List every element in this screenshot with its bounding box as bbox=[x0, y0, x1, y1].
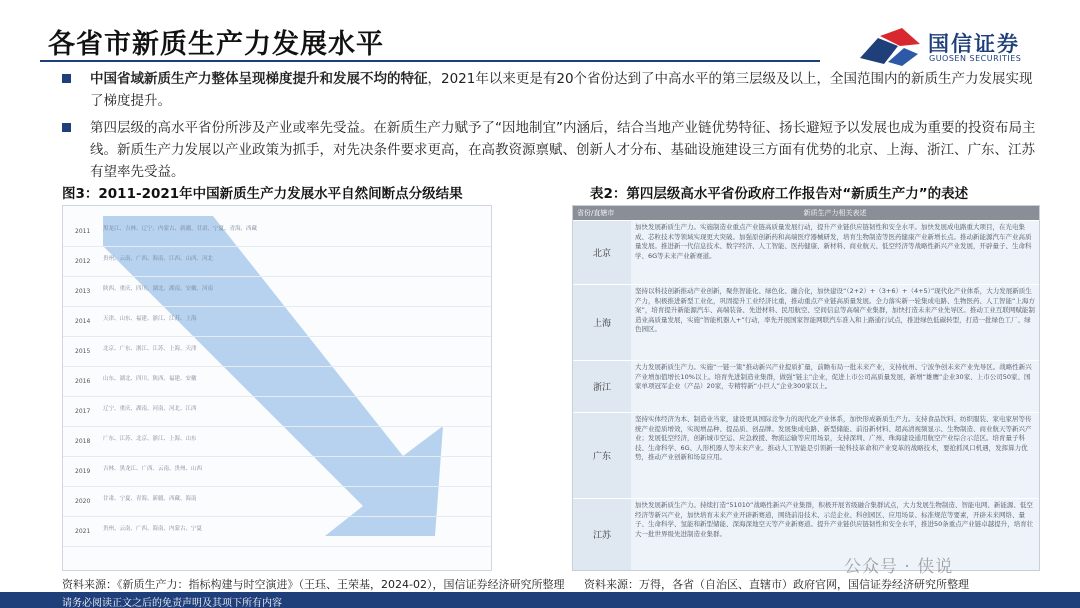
figure-row-divider bbox=[63, 426, 491, 427]
figure-row-divider bbox=[63, 276, 491, 277]
logo-name-cn: 国信证券 bbox=[928, 32, 1020, 56]
figure-row-divider bbox=[63, 456, 491, 457]
figure-year-label: 2014 bbox=[75, 318, 91, 325]
figure-row-text: 北京、广东、浙江、江苏、上海、天津 bbox=[103, 346, 197, 352]
table-header-province: 省份/直辖市 bbox=[577, 209, 615, 217]
bullet-square-icon bbox=[62, 74, 71, 83]
figure-source: 资料来源：《新质生产力：指标构建与时空演进》（王珏、王荣基，2024-02），国信证券经济研究所整理 bbox=[62, 578, 565, 591]
figure-row-divider bbox=[63, 246, 491, 247]
figure-year-label: 2015 bbox=[75, 348, 91, 355]
bullet-emphasis: 中国省域新质生产力整体呈现梯度提升和发展不均的特征 bbox=[90, 71, 428, 87]
figure-row-text: 天津、山东、福建、浙江、江苏、上海 bbox=[103, 316, 197, 322]
table-row bbox=[573, 284, 1039, 360]
table-source: 资料来源：万得，各省（自治区、直辖市）政府官网，国信证券经济研究所整理 bbox=[584, 578, 969, 591]
table-cell-statement: 加快发展新质生产力。实施制造业重点产业链高质量发展行动，提升产业链供应链韧性和安全水平。加快发展成电路重大项目，在光电集成、芯粒技术等领域实现更大突破。加强原创新药和高端医疗器械研发，培育生物制造等医药健康产业新增长点。推动新能源汽车产业高质量发展。推进新一代信息技术、数字经济、人工智能、医药健康、新材料、商业航天、低空经济等战略性新兴产业发展，开辟量子、生命科学、6G等未来产业新赛道。 bbox=[631, 221, 1039, 284]
figure-grading-chart bbox=[62, 205, 492, 571]
figure-row-text: 贵州、云南、广西、海南、江西、山西、河北 bbox=[103, 256, 214, 262]
table-cell-province: 江苏 bbox=[573, 499, 631, 570]
figure-row-divider bbox=[63, 516, 491, 517]
figure-year-label: 2021 bbox=[75, 528, 91, 535]
table-header-statement: 新质生产力相关表述 bbox=[803, 209, 867, 217]
figure-row-text: 广东、江苏、北京、浙江、上海、山东 bbox=[103, 436, 197, 442]
table-cell-province: 浙江 bbox=[573, 361, 631, 412]
bullet-square-icon bbox=[62, 123, 71, 132]
figure-row-divider bbox=[63, 366, 491, 367]
figure-year-label: 2013 bbox=[75, 288, 91, 295]
table-row bbox=[573, 498, 1039, 570]
figure-row-divider bbox=[63, 306, 491, 307]
figure-row-divider bbox=[63, 546, 491, 547]
figure-row-text: 陕西、重庆、四川、湖北、湖南、安徽、河南 bbox=[103, 286, 214, 292]
title-underline bbox=[40, 60, 820, 62]
table-cell-statement: 坚持以科技创新推动产业创新，聚焦智能化、绿色化、融合化，加快建设“（2+2）+（3+6）+（4+5）”现代化产业体系，大力发展新质生产力，积极推进新型工业化，巩固提升工业经济比重，推动重点产业链高质量发展。全力落实新一轮集成电路、生物医药、人工智能“上海方案”，培育提升新能源汽车、高端装备、先进材料、民用航空、空间信息等高端产业集群，加快打造未来产业先导区。推动工业互联网赋能制造业高质量发展，实施“智能机器人+”行动，率先开展国家智能网联汽车准入和上路通行试点，推进绿色低碳转型，打造一批绿色工厂、绿色园区。 bbox=[631, 285, 1039, 360]
table-caption: 表2：第四层级高水平省份政府工作报告对“新质生产力”的表述 bbox=[590, 186, 969, 202]
table-cell-province: 广东 bbox=[573, 413, 631, 498]
table-row bbox=[573, 360, 1039, 412]
logo-name-en: GUOSEN SECURITIES bbox=[929, 54, 1022, 63]
table-cell-province: 北京 bbox=[573, 221, 631, 284]
figure-row-text: 山东、湖北、四川、陕西、福建、安徽 bbox=[103, 376, 197, 382]
figure-year-label: 2011 bbox=[75, 228, 91, 235]
brand-logo bbox=[858, 24, 1048, 68]
figure-caption: 图3：2011-2021年中国新质生产力发展水平自然间断点分级结果 bbox=[62, 186, 463, 202]
table-cell-province: 上海 bbox=[573, 285, 631, 360]
footer-bar bbox=[0, 592, 1080, 608]
watermark: 公众号 · 侠说 bbox=[844, 557, 954, 577]
bullet-text: 第四层级的高水平省份所涉及产业或率先受益。在新质生产力赋予了“因地制宜”内涵后，结合当地产业链优势特征、扬长避短予以发展也成为重要的投资布局主线。新质生产力发展以产业政策为抓手，对先决条件要求更高，在高教资源禀赋、创新人才分布、基础设施建设三方面有优势的北京、上海、浙江、广东、江苏有望率先受益。 bbox=[90, 120, 1036, 180]
table-header bbox=[573, 206, 1039, 220]
table-row bbox=[573, 220, 1039, 284]
figure-year-label: 2020 bbox=[75, 498, 91, 505]
table-cell-statement: 大力发展新质生产力。实施“一链一策”推动新兴产业提质扩量，前瞻布局一批未来产业，支持杭州、宁波争创未来产业先导区。战略性新兴产业增加值增长10%以上。培育先进制造业集群，做强“链主”企业，促进上市公司高质量发展，新增“雄鹰”企业30家、上市公司50家、国家单项冠军企业（产品）20家，专精特新“小巨人”企业300家以上。 bbox=[631, 361, 1039, 412]
table-cell-statement: 加快发展新质生产力。持续打造“51010”战略性新兴产业集群，积极开展省级融合集群试点，大力发展生物制造、智能电网、新能源、低空经济等新兴产业，加快培育未来产业开辟新赛道，围绕前沿技术、示范企业、科创园区、应用场景、标准规范等要素，开辟未来网络、量子、生命科学、氢能和新型储能、深海深地空天等产业新赛道。提升产业链供应链韧性和安全水平，推进50条重点产业链卓越提升，培育壮大一批世界级先进制造业集群。 bbox=[631, 499, 1039, 570]
table-row bbox=[573, 412, 1039, 498]
figure-year-label: 2019 bbox=[75, 468, 91, 475]
table-cell-statement: 坚持实体经济为本、制造业当家，建设更具国际竞争力的现代化产业体系，加快形成新质生产力。支持食品饮料、纺织服装、家电家居等传统产业提质增效，实现增品种、提品质、创品牌。发展集成电路、新型储能、前沿新材料、超高清视频显示、生物制造、商业航天等新兴产业；发展低空经济，创新城市空运、应急救援、物流运输等应用场景，支持深圳、广州、珠海建设通用航空产业综合示范区。培育量子科技、生命科学、6G、人形机器人等未来产业。推动人工智能是引领新一轮科技革命和产业变革的战略技术，要抢抓风口机遇，发挥算力优势，推动产业创新和场景应用。 bbox=[631, 413, 1039, 498]
figure-row-divider bbox=[63, 336, 491, 337]
figure-row-text: 吉林、黑龙江、广西、云南、贵州、山西 bbox=[103, 466, 203, 472]
figure-row-divider bbox=[63, 396, 491, 397]
logo-icon bbox=[858, 24, 922, 68]
bullet-text: ，2021年以来更是有20个省份达到了中高水平的第三层级及以上，全国范围内的新质生产力发展实现了梯度提升。 bbox=[90, 71, 1033, 109]
bullet-point bbox=[62, 68, 1042, 112]
figure-row-text: 黑龙江、吉林、辽宁、内蒙古、新疆、甘肃、宁夏、青海、西藏 bbox=[103, 226, 258, 232]
figure-row-text: 贵州、云南、广西、海南、内蒙古、宁夏 bbox=[103, 526, 203, 532]
figure-row-text: 辽宁、重庆、湖南、河南、河北、江西 bbox=[103, 406, 197, 412]
figure-year-label: 2012 bbox=[75, 258, 91, 265]
bullet-point bbox=[62, 117, 1042, 183]
policy-table bbox=[572, 205, 1040, 571]
page-title: 各省市新质生产力发展水平 bbox=[48, 29, 384, 60]
figure-year-label: 2016 bbox=[75, 378, 91, 385]
figure-row-divider bbox=[63, 486, 491, 487]
figure-row-text: 甘肃、宁夏、青海、新疆、西藏、海南 bbox=[103, 496, 197, 502]
figure-year-label: 2018 bbox=[75, 438, 91, 445]
footer-disclaimer: 请务必阅读正文之后的免责声明及其项下所有内容 bbox=[62, 598, 282, 608]
figure-year-label: 2017 bbox=[75, 408, 91, 415]
